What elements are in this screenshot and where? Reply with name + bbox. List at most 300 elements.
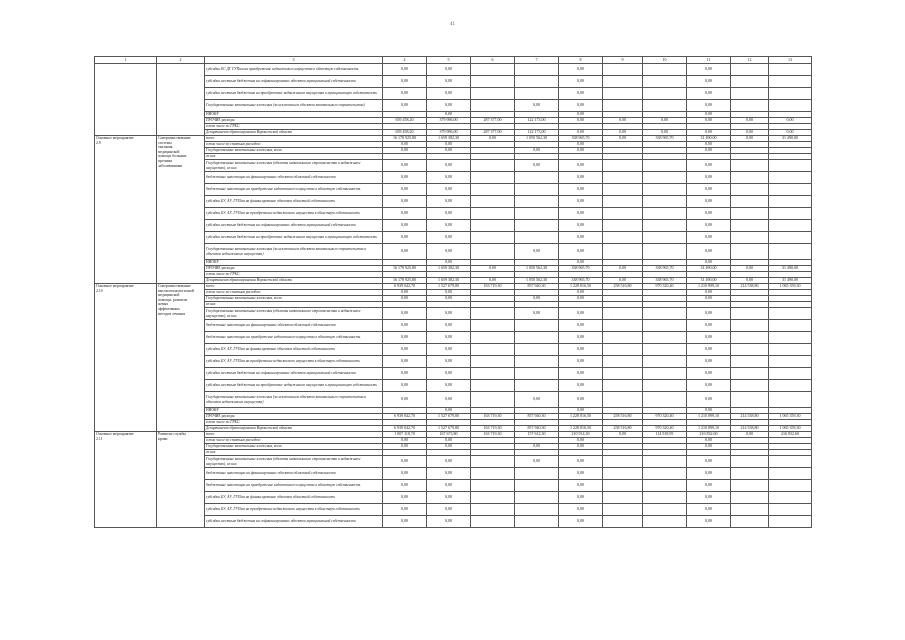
amount-cell (603, 88, 643, 100)
amount-cell (643, 516, 687, 528)
amount-cell: 0,00 (559, 118, 603, 124)
amount-cell (731, 196, 769, 208)
amount-cell: 0,00 (427, 160, 471, 172)
amount-cell (471, 492, 515, 504)
amount-cell: 1 210 899,10 (687, 414, 731, 420)
page-number: 41 (450, 22, 455, 27)
amount-cell (603, 76, 643, 88)
amount-cell (515, 184, 559, 196)
amount-cell: 163 719,30 (471, 426, 515, 432)
amount-cell: 338 965,70 (559, 278, 603, 284)
funding-source-cell: Государственные капитальные вложения (за исключением объектов капитального строительства и объектов недвижимого имущества) (205, 244, 383, 260)
amount-cell: 31 490,00 (769, 278, 812, 284)
amount-cell: 0,00 (559, 100, 603, 112)
amount-cell: 0,00 (559, 438, 603, 444)
amount-cell: 163 719,30 (471, 432, 515, 438)
amount-cell: 0,00 (383, 100, 427, 112)
amount-cell (603, 516, 643, 528)
amount-cell: 0,00 (559, 184, 603, 196)
amount-cell: 338 965,70 (643, 136, 687, 142)
amount-cell: 0,00 (559, 368, 603, 380)
amount-cell: 0,00 (427, 232, 471, 244)
amount-cell (515, 332, 559, 344)
table-row (95, 284, 812, 290)
funding-source-cell: Государственные капитальные вложения (за исключением объектов капитального строительства) (205, 100, 383, 112)
amount-cell (731, 368, 769, 380)
amount-cell: 0,00 (603, 278, 643, 284)
amount-cell (731, 320, 769, 332)
amount-cell: 0,00 (559, 408, 603, 414)
amount-cell (769, 88, 812, 100)
amount-cell (603, 392, 643, 408)
amount-cell (471, 468, 515, 480)
funding-source-cell: Государственные капитальные вложения, всего (205, 444, 383, 450)
amount-cell: 0,00 (383, 438, 427, 444)
amount-cell (515, 208, 559, 220)
funding-source-cell: субсидии БУ, АУ, ГУПам на финансирование объектов областной собственности (205, 492, 383, 504)
funding-source-cell: всего (205, 136, 383, 142)
amount-cell: 0,00 (687, 468, 731, 480)
amount-cell: 0,00 (687, 356, 731, 368)
amount-cell (515, 64, 559, 76)
amount-cell (471, 244, 515, 260)
amount-cell (643, 160, 687, 172)
amount-cell: 0,00 (687, 332, 731, 344)
funding-source-cell: Государственные капитальные вложения (объекты капитального строительства и недвижимое имущество), из них (205, 456, 383, 468)
amount-cell (603, 308, 643, 320)
funding-source-cell: субсидии местным бюджетам на приобретение недвижимого имущества в муниципальную собственность (205, 380, 383, 392)
amount-cell (769, 332, 812, 344)
amount-cell: 0,00 (471, 266, 515, 272)
amount-cell: 0,00 (383, 172, 427, 184)
amount-cell (643, 392, 687, 408)
amount-cell: 0,00 (515, 296, 559, 302)
amount-cell: 0,00 (383, 184, 427, 196)
amount-cell (603, 208, 643, 220)
amount-cell: 0,00 (427, 356, 471, 368)
amount-cell (471, 76, 515, 88)
activity-label-line: Основное мероприятие (96, 284, 134, 288)
amount-cell: 0,00 (559, 112, 603, 118)
funding-source-cell: из них (205, 302, 383, 308)
amount-cell: 0,00 (427, 444, 471, 450)
amount-cell (643, 344, 687, 356)
activity-name-line: прочими (158, 158, 173, 163)
amount-cell: 287 377,00 (471, 118, 515, 124)
amount-cell: 970 320,40 (643, 414, 687, 420)
amount-cell: 0,00 (603, 266, 643, 272)
amount-cell (769, 456, 812, 468)
amount-cell (769, 356, 812, 368)
amount-cell: 0,00 (559, 456, 603, 468)
amount-cell (515, 368, 559, 380)
funding-source-cell: в том числе по статьям расходов: (205, 142, 383, 148)
amount-cell: 0,00 (687, 232, 731, 244)
activity-name-cell (157, 284, 205, 432)
amount-cell: 157 612,30 (515, 432, 559, 438)
amount-cell: 0,00 (427, 380, 471, 392)
amount-cell: 0,00 (687, 516, 731, 528)
amount-cell: 338 965,70 (643, 266, 687, 272)
amount-cell (471, 504, 515, 516)
column-number-header: 12 (731, 57, 769, 64)
amount-cell: 6 939 042,70 (383, 414, 427, 420)
amount-cell: 0,00 (559, 232, 603, 244)
amount-cell (769, 504, 812, 516)
amount-cell (603, 64, 643, 76)
amount-cell (515, 88, 559, 100)
amount-cell: 0,00 (427, 290, 471, 296)
budget-table-sheet (94, 56, 811, 528)
amount-cell (471, 88, 515, 100)
amount-cell: 0,00 (687, 148, 731, 154)
amount-cell (603, 332, 643, 344)
amount-cell (769, 516, 812, 528)
funding-source-cell: Департамент здравоохранения Воронежской области (205, 278, 383, 284)
column-number-header: 5 (427, 57, 471, 64)
amount-cell (643, 220, 687, 232)
funding-source-cell: всего (205, 284, 383, 290)
amount-cell (643, 480, 687, 492)
activity-name-line: крови (158, 436, 168, 441)
amount-cell (643, 456, 687, 468)
activity-name-line: методов лечения (158, 311, 185, 316)
amount-cell: 0,00 (687, 392, 731, 408)
amount-cell: 216 832,60 (769, 432, 812, 438)
amount-cell: 0,00 (687, 344, 731, 356)
amount-cell: 0,00 (687, 244, 731, 260)
amount-cell (731, 356, 769, 368)
amount-cell: 338 965,70 (643, 278, 687, 284)
amount-cell: 0,00 (603, 118, 643, 124)
amount-cell (603, 196, 643, 208)
amount-cell (731, 100, 769, 112)
amount-cell (515, 468, 559, 480)
amount-cell: 0,00 (687, 160, 731, 172)
amount-cell: 0,00 (687, 438, 731, 444)
amount-cell (731, 504, 769, 516)
activity-name-line: медицинской (158, 149, 180, 154)
amount-cell (731, 392, 769, 408)
amount-cell: 1 527 679,80 (427, 414, 471, 420)
amount-cell: 1 065 359,30 (769, 426, 812, 432)
amount-cell (731, 208, 769, 220)
amount-cell: 0,00 (731, 118, 769, 124)
amount-cell (731, 64, 769, 76)
amount-cell (643, 332, 687, 344)
amount-cell: 0,00 (427, 172, 471, 184)
amount-cell: 0,00 (559, 290, 603, 296)
amount-cell: 0,00 (471, 136, 515, 142)
amount-cell: 0,00 (559, 392, 603, 408)
activity-name-cell (157, 64, 205, 136)
funding-source-cell: субсидии БУ, АУ, ГУПам на приобретение недвижимого имущества в областную собственность (205, 356, 383, 368)
amount-cell: 214 538,80 (731, 426, 769, 432)
amount-cell: 0,00 (383, 64, 427, 76)
amount-cell: 0,00 (687, 380, 731, 392)
amount-cell: 338 965,70 (559, 136, 603, 142)
budget-table (94, 56, 812, 528)
amount-cell: 287 377,00 (471, 130, 515, 136)
amount-cell (603, 320, 643, 332)
amount-cell: 31 490,00 (769, 266, 812, 272)
amount-cell: 0,00 (383, 504, 427, 516)
amount-cell: 0,00 (643, 118, 687, 124)
amount-cell: 1 050 562,30 (515, 266, 559, 272)
amount-cell (471, 344, 515, 356)
amount-cell: 0,00 (559, 480, 603, 492)
amount-cell (603, 504, 643, 516)
amount-cell: 1 050 562,30 (515, 278, 559, 284)
activity-name-line: оказания (158, 145, 173, 150)
amount-cell: 0,00 (687, 480, 731, 492)
amount-cell: 0,00 (383, 290, 427, 296)
amount-cell: 0,00 (687, 456, 731, 468)
amount-cell (731, 88, 769, 100)
amount-cell: 0,00 (427, 184, 471, 196)
amount-cell (603, 160, 643, 172)
amount-cell: 0,00 (383, 456, 427, 468)
amount-cell (471, 392, 515, 408)
amount-cell: 1 228 816,50 (559, 414, 603, 420)
funding-source-cell: субсидии БУ, АУ, ГУПам на приобретение недвижимого имущества в областную собственность (205, 208, 383, 220)
funding-source-cell: Государственные капитальные вложения (за исключением объектов капитального строительства и объектов недвижимого имущества) (205, 392, 383, 408)
amount-cell: 857 940,30 (515, 426, 559, 432)
amount-cell: 0,00 (383, 220, 427, 232)
amount-cell (731, 332, 769, 344)
amount-cell (603, 468, 643, 480)
amount-cell (769, 380, 812, 392)
amount-cell: 0,00 (427, 480, 471, 492)
amount-cell: 0,00 (383, 516, 427, 528)
amount-cell: 0,00 (559, 516, 603, 528)
amount-cell: 0,00 (383, 88, 427, 100)
amount-cell (643, 504, 687, 516)
amount-cell: 0,00 (383, 368, 427, 380)
funding-source-cell: субсидии БУ, АУ, ГУПам на финансирование объектов областной собственности (205, 344, 383, 356)
activity-label-line: 2.10 (96, 288, 103, 293)
funding-source-cell: субсидии местным бюджетам на софинансирование объектов муниципальной собственности (205, 220, 383, 232)
amount-cell (643, 320, 687, 332)
amount-cell: 0,00 (603, 136, 643, 142)
amount-cell: 122 173,00 (515, 118, 559, 124)
amount-cell (515, 516, 559, 528)
table-row (95, 432, 812, 438)
amount-cell: 0,00 (383, 356, 427, 368)
column-number-header: 10 (643, 57, 687, 64)
amount-cell: 0,00 (559, 148, 603, 154)
amount-cell: 0,00 (383, 148, 427, 154)
amount-cell: 659 458,20 (383, 130, 427, 136)
funding-source-cell: ПРОЧИЕ расходы (205, 118, 383, 124)
funding-source-cell: в том числе по ГРБС: (205, 124, 383, 130)
amount-cell (603, 456, 643, 468)
amount-cell (731, 456, 769, 468)
amount-cell: 0,00 (559, 208, 603, 220)
amount-cell (471, 308, 515, 320)
amount-cell (643, 356, 687, 368)
funding-source-cell: в том числе по ГРБС: (205, 420, 383, 426)
amount-cell: 0,00 (383, 76, 427, 88)
amount-cell: 0,00 (731, 266, 769, 272)
amount-cell: 0,00 (427, 112, 471, 118)
amount-cell: 6 939 042,70 (383, 426, 427, 432)
amount-cell: 167 673,80 (427, 432, 471, 438)
amount-cell: 0,00 (559, 64, 603, 76)
amount-cell (515, 172, 559, 184)
amount-cell (515, 380, 559, 392)
funding-source-cell: из них (205, 154, 383, 160)
column-number-header: 6 (471, 57, 515, 64)
amount-cell (603, 356, 643, 368)
amount-cell: 970 320,40 (643, 426, 687, 432)
amount-cell (643, 184, 687, 196)
column-number-header: 4 (383, 57, 427, 64)
activity-name-line: заболеваниями (158, 163, 183, 168)
amount-cell (643, 380, 687, 392)
amount-cell: 0,00 (559, 142, 603, 148)
amount-cell: 0,00 (559, 88, 603, 100)
funding-source-cell: субсидии местным бюджетам на софинансирование объектов муниципальной собственности (205, 76, 383, 88)
amount-cell (769, 184, 812, 196)
activity-name-line: эффективных (158, 306, 180, 311)
amount-cell (643, 468, 687, 480)
amount-cell: 0,00 (687, 220, 731, 232)
amount-cell: 0,00 (559, 504, 603, 516)
amount-cell: 0,00 (559, 220, 603, 232)
amount-cell: 0,00 (687, 208, 731, 220)
amount-cell: 0,00 (603, 432, 643, 438)
amount-cell: 0,00 (427, 516, 471, 528)
amount-cell (515, 356, 559, 368)
amount-cell: 0,00 (687, 308, 731, 320)
amount-cell (471, 480, 515, 492)
funding-source-cell: в том числе по ГРБС: (205, 272, 383, 278)
amount-cell (769, 468, 812, 480)
amount-cell: 163 719,30 (471, 284, 515, 290)
amount-cell (471, 516, 515, 528)
amount-cell (731, 516, 769, 528)
amount-cell: 0,00 (559, 308, 603, 320)
amount-cell: 0,00 (559, 244, 603, 260)
amount-cell (731, 308, 769, 320)
amount-cell: 0,00 (687, 118, 731, 124)
amount-cell (471, 380, 515, 392)
column-number-header: 7 (515, 57, 559, 64)
amount-cell (603, 380, 643, 392)
column-number-row (95, 57, 812, 64)
amount-cell: 122 173,00 (515, 130, 559, 136)
amount-cell: 0,00 (383, 196, 427, 208)
amount-cell (731, 232, 769, 244)
amount-cell: 163 719,30 (471, 414, 515, 420)
amount-cell: 0,00 (427, 332, 471, 344)
activity-label-cell (95, 64, 157, 136)
column-number-header: 1 (95, 57, 157, 64)
amount-cell: 0,00 (559, 380, 603, 392)
amount-cell (769, 244, 812, 260)
column-number-header: 3 (205, 57, 383, 64)
funding-source-cell: субсидии местным бюджетам на приобретение недвижимого имущества в муниципальную собственность (205, 232, 383, 244)
funding-source-cell: субсидии БУ, АУ, ГУПам на приобретение недвижимого имущества в областную собственность (205, 504, 383, 516)
amount-cell: 258 516,80 (603, 426, 643, 432)
amount-cell (515, 480, 559, 492)
amount-cell: 379 986,00 (427, 118, 471, 124)
amount-cell: 1 527 679,80 (427, 284, 471, 290)
amount-cell: 0,00 (559, 356, 603, 368)
funding-source-cell: бюджетные инвестиции на приобретение недвижимого имущества в областную собственность (205, 184, 383, 196)
amount-cell (731, 480, 769, 492)
activity-name-cell (157, 432, 205, 528)
amount-cell: 0,00 (687, 88, 731, 100)
amount-cell: 0,00 (687, 444, 731, 450)
amount-cell: 0,00 (427, 196, 471, 208)
amount-cell (603, 492, 643, 504)
activity-label-cell (95, 284, 157, 432)
activity-name-line: Совершенствование системы (158, 136, 191, 145)
amount-cell: 0,00 (643, 130, 687, 136)
amount-cell (603, 220, 643, 232)
amount-cell: 0,00 (559, 130, 603, 136)
amount-cell (731, 172, 769, 184)
amount-cell (471, 64, 515, 76)
amount-cell: 0,00 (559, 160, 603, 172)
amount-cell: 0,00 (559, 344, 603, 356)
column-number-header: 13 (769, 57, 812, 64)
amount-cell: 0,00 (687, 112, 731, 118)
table-row (95, 136, 812, 142)
amount-cell: 0,00 (427, 492, 471, 504)
amount-cell: 258 516,80 (603, 414, 643, 420)
amount-cell: 0,00 (769, 130, 812, 136)
amount-cell (603, 344, 643, 356)
amount-cell: 0,00 (687, 184, 731, 196)
amount-cell: 0,00 (427, 148, 471, 154)
amount-cell (603, 100, 643, 112)
amount-cell: 0,00 (687, 130, 731, 136)
amount-cell (769, 76, 812, 88)
amount-cell: 214 538,80 (731, 414, 769, 420)
amount-cell: 0,00 (427, 88, 471, 100)
amount-cell: 0,00 (559, 468, 603, 480)
amount-cell (769, 344, 812, 356)
amount-cell (515, 196, 559, 208)
amount-cell: 0,00 (687, 172, 731, 184)
amount-cell (731, 468, 769, 480)
amount-cell: 0,00 (769, 118, 812, 124)
amount-cell (515, 76, 559, 88)
funding-source-cell: НИОКР (205, 408, 383, 414)
amount-cell (769, 232, 812, 244)
amount-cell: 16 178 925,80 (383, 278, 427, 284)
amount-cell: 0,00 (687, 260, 731, 266)
amount-cell (471, 356, 515, 368)
amount-cell: 1 659 382,30 (427, 136, 471, 142)
amount-cell (515, 504, 559, 516)
amount-cell: 31 490,00 (687, 266, 731, 272)
amount-cell (643, 308, 687, 320)
amount-cell: 1 228 816,50 (559, 426, 603, 432)
amount-cell (731, 344, 769, 356)
amount-cell: 0,00 (559, 332, 603, 344)
column-number-header: 8 (559, 57, 603, 64)
funding-source-cell: Государственные капитальные вложения, всего (205, 296, 383, 302)
amount-cell: 0,00 (383, 320, 427, 332)
amount-cell: 0,00 (731, 278, 769, 284)
funding-source-cell: Государственные капитальные вложения (объекты капитального строительства и недвижимое имущество), из них (205, 308, 383, 320)
funding-source-cell: Государственные капитальные вложения, всего (205, 148, 383, 154)
amount-cell: 216 832,60 (687, 432, 731, 438)
